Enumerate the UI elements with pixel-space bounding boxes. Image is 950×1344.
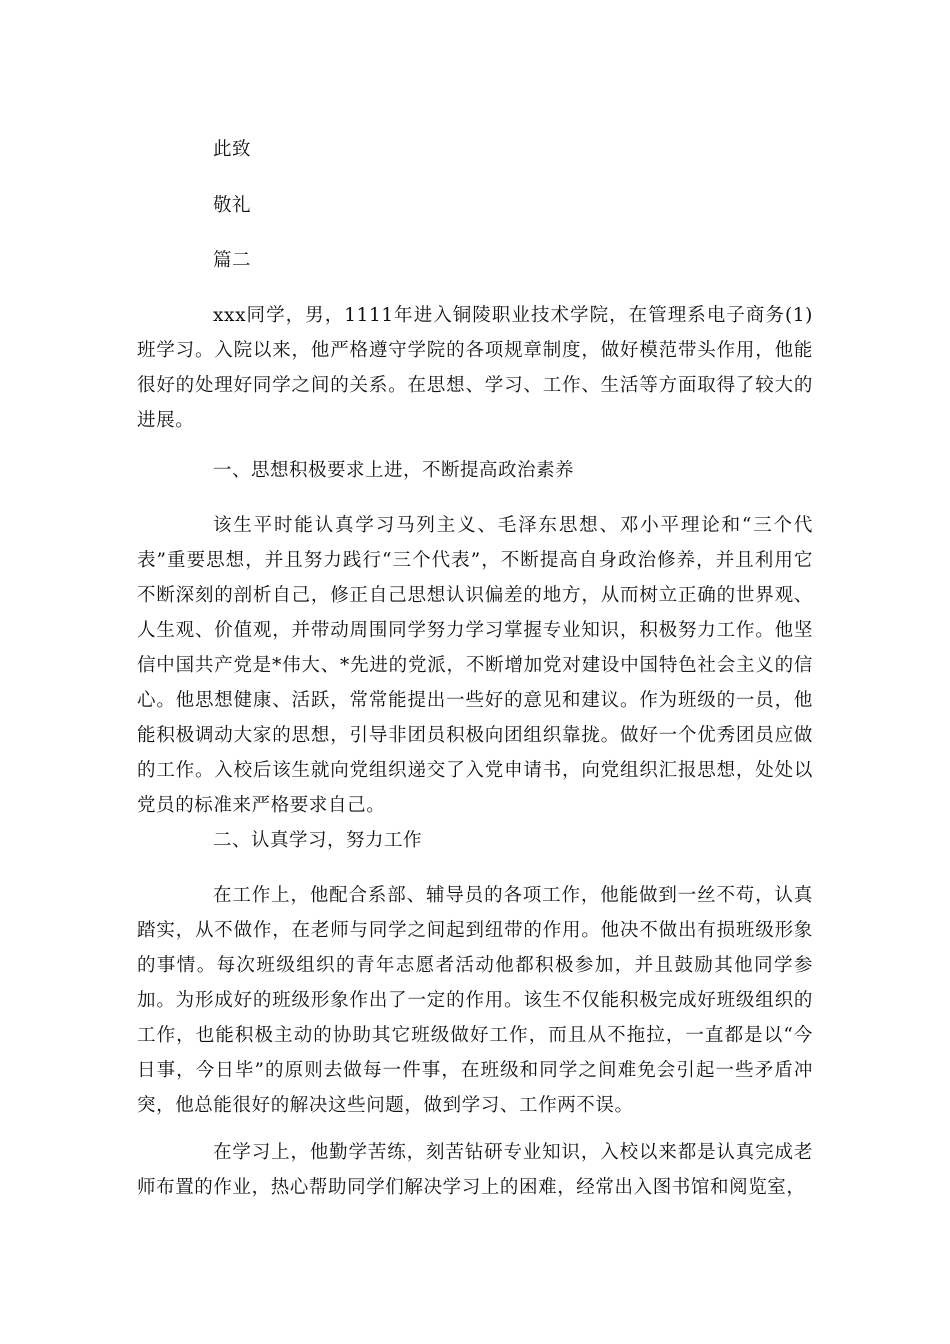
body-paragraph-2: 在工作上，他配合系部、辅导员的各项工作，他能做到一丝不苟，认真踏实，从不做作，在老师与同学之间起到纽带的作用。他决不做出有损班级形象的事情。每次班级组织的青年志愿者活动他都积极参加，并且鼓励其他同学参加。为形成好的班级形象作出了一定的作用。该生不仅能积极完成好班级组织的工作，也能积极主动的协助其它班级做好工作，而且从不拖拉，一直都是以“今日事，今日毕”的原则去做每一件事，在班级和同学之间难免会引起一些矛盾冲突，他总能很好的解决这些问题，做到学习、工作两不误。 [137, 885, 813, 1116]
body-paragraph-3: 在学习上，他勤学苦练，刻苦钻研专业知识，入校以来都是认真完成老师布置的作业，热心帮助同学们解决学习上的困难，经常出入图书馆和阅览室， [137, 1142, 813, 1198]
closing-salutation: 此致 [213, 139, 252, 160]
section-heading-2: 二、认真学习，努力工作 [213, 830, 423, 851]
section-heading-1: 一、思想积极要求上进，不断提高政治素养 [213, 460, 575, 481]
section-marker: 篇二 [213, 250, 252, 271]
body-paragraph-1: 该生平时能认真学习马列主义、毛泽东思想、邓小平理论和“三个代表”重要思想，并且努力践行“三个代表”，不断提高自身政治修养，并且利用它不断深刻的剖析自己，修正自己思想认识偏差的地方，从而树立正确的世界观、人生观、价值观，并带动周围同学努力学习掌握专业知识，积极努力工作。他坚信中国共产党是*伟大、*先进的党派，不断增加党对建设中国特色社会主义的信心。他思想健康、活跃，常常能提出一些好的意见和建议。作为班级的一员，他能积极调动大家的思想，引导非团员积极向团组织靠拢。做好一个优秀团员应做的工作。入校后该生就向党组织递交了入党申请书，向党组织汇报思想，处处以党员的标准来严格要求自己。 [137, 515, 813, 816]
intro-paragraph: xxx同学，男，1111年进入铜陵职业技术学院，在管理系电子商务(1)班学习。入院以来，他严格遵守学院的各项规章制度，做好模范带头作用，他能很好的处理好同学之间的关系。在思想、学习、工作、生活等方面取得了较大的进展。 [137, 305, 813, 431]
closing-regards: 敬礼 [213, 195, 252, 216]
